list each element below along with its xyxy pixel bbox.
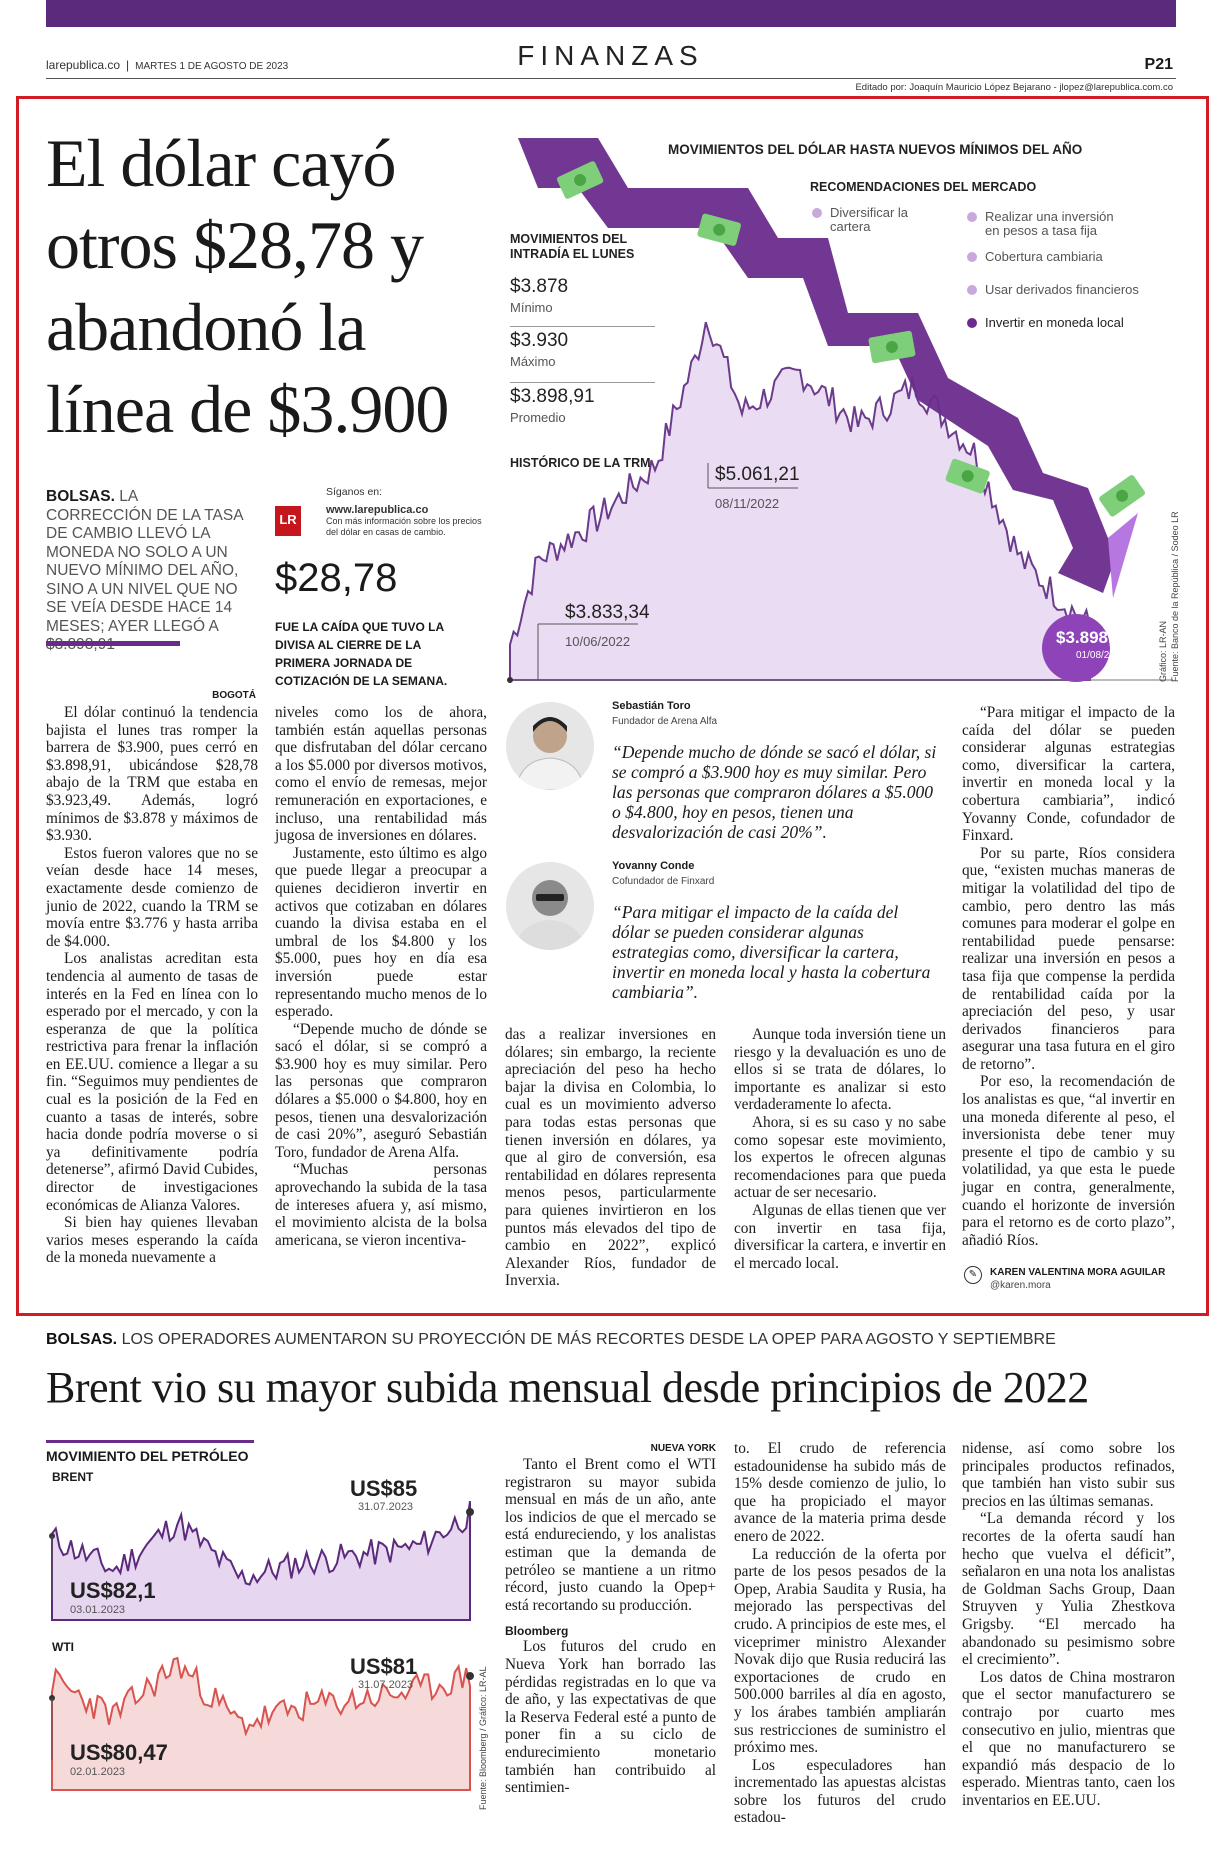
low-value: $3.833,34 bbox=[565, 602, 650, 623]
article2-column-2 bbox=[734, 1440, 946, 1827]
follow-link[interactable]: www.larepublica.co bbox=[326, 504, 429, 516]
paragraph: “Depende mucho de dónde se sacó el dólar, si se compró a $3.900 hoy es muy similar. Pero las personas que compraron dólares a $5.000 o $4.800, hoy en pesos, tienen una desvalorización de casi 20%”, aseguró Sebastián Toro, fundador de Arena Alfa. bbox=[275, 1020, 487, 1161]
paragraph: das a realizar inversiones en dólares; sin embargo, la reciente apreciación del peso ha hecho bajar la divisa en Colombia, lo cual es un movimiento adverso para todas estas personas que tienen inversión en dólares, ya que al giro de conversión, esa rentabilidad en dólares representa menos pesos, particularmente para quienes invirtieron en los puntos más elevados del tipo de cambio en 2022”, explicó Alexander Ríos, fundador de Inverxia. bbox=[505, 1026, 716, 1290]
masthead-left: larepublica.co | MARTES 1 DE AGOSTO DE 2023 bbox=[46, 58, 294, 72]
paragraph: Los especuladores han incrementado las apuestas alcistas sobre los futuros del crudo estadou- bbox=[734, 1756, 946, 1827]
paragraph: “Muchas personas aprovechando la subida de la tasa de intereses afuera y, así mismo, el movimiento alcista de la bolsa americana, se vieron incentiva- bbox=[275, 1161, 487, 1249]
follow-text: Con más información sobre los precios del dólar en casas de cambio. bbox=[326, 516, 482, 537]
chart-source: Fuente: Banco de la República / Sodeo LR bbox=[1170, 511, 1180, 682]
brent-label: BRENT bbox=[52, 1470, 94, 1484]
paragraph: “Para mitigar el impacto de la caída del dólar se pueden considerar algunas estrategias como, diversificar la cartera, invertir en moneda local y la cobertura cambiaria”, indicó Yovanny Conde, cofundador de Finxard. bbox=[962, 704, 1175, 845]
quote-name: Yovanny Conde bbox=[612, 860, 695, 872]
quote-name: Sebastián Toro bbox=[612, 700, 691, 712]
chart-top-bar bbox=[46, 1440, 254, 1443]
brent-end-price: US$85 bbox=[350, 1476, 418, 1501]
paragraph: Aunque toda inversión tiene un riesgo y la devaluación es uno de ellos si se trata de dólares, lo importante es analizar si esto verdaderamente lo afecta. bbox=[734, 1026, 946, 1114]
paragraph: Por eso, la recomendación de los analistas es que, “al invertir en una moneda diferente al peso, el inversionista debe tener muy presente el tipo de cambio y su volatilidad, ya que esta le puede jugar en contra, generalmente, cuando el horizonte de inversión para el retorno es de corto plazo”, añadió Ríos. bbox=[962, 1073, 1175, 1249]
article2-column-1 bbox=[505, 1456, 716, 1797]
article-column-2 bbox=[275, 704, 487, 1249]
intraday-max-value: $3.930 bbox=[510, 330, 569, 351]
intraday-max-label: Máximo bbox=[510, 354, 556, 369]
bullet-dot bbox=[967, 212, 977, 222]
wti-end-date: 31.07.2023 bbox=[358, 1679, 414, 1691]
rec-item bbox=[967, 316, 1157, 330]
rec-label: Diversificar la cartera bbox=[830, 205, 909, 234]
oil-chart-title: MOVIMIENTO DEL PETRÓLEO bbox=[46, 1448, 249, 1464]
money-bill-icon bbox=[1098, 474, 1146, 518]
paragraph: Justamente, esto último es algo que puede llegar a preocupar a quienes decidieron invertir en activos que cotizaban en dólares cuando la divisa estaba en el umbral de los $4.800 y los $5.000, pues hoy en día esa inversión puede estar representando mucho menos de lo esperado. bbox=[275, 844, 487, 1021]
quote-role: Cofundador de Finxard bbox=[612, 876, 715, 887]
paragraph: Estos fueron valores que no se veían desde hace 14 meses, exactamente desde comienzo de junio de 2022, cuando la TRM se movía entre $3.776 y hasta arriba de $4.000. bbox=[46, 844, 258, 950]
rec-item bbox=[967, 210, 1142, 238]
arrow-tip bbox=[1108, 513, 1138, 598]
wti-end-dot bbox=[466, 1672, 474, 1680]
big-number: $28,78 bbox=[275, 556, 398, 600]
issue-date: MARTES 1 DE AGOSTO DE 2023 bbox=[135, 61, 289, 72]
wti-label: WTI bbox=[52, 1640, 74, 1654]
bloomberg-logo: Bloomberg bbox=[505, 1624, 569, 1638]
intraday-avg-value: $3.898,91 bbox=[510, 386, 595, 407]
end-value: $3.898,48 bbox=[1056, 628, 1132, 647]
intraday-title: MOVIMIENTOS DEL INTRADÍA EL LUNES bbox=[510, 232, 635, 261]
chart-title: MOVIMIENTOS DEL DÓLAR HASTA NUEVOS MÍNIMOS DEL AÑO bbox=[668, 142, 1083, 157]
article-kicker bbox=[46, 488, 246, 655]
rec-item bbox=[967, 283, 1157, 297]
paragraph: to. El crudo de referencia estadounidense ha subido más de 15% desde comienzo de julio, lo que ha propiciado el mayor avance de la materia prima desde enero de 2022. bbox=[734, 1440, 946, 1545]
paragraph: Los futuros del crudo en Nueva York han borrado las pérdidas registradas en lo que va de año, y las expectativas de que la Reserva Federal esté a punto de poner fin a su ciclo de endurecimiento monetario también han contribuido al sentimien- bbox=[505, 1638, 716, 1797]
lr-logo-icon: LR bbox=[275, 506, 301, 536]
bullet-dot bbox=[812, 208, 822, 218]
follow-label: Síganos en: bbox=[326, 486, 383, 498]
brent-start-date: 03.01.2023 bbox=[70, 1604, 126, 1616]
paragraph: niveles como los de ahora, también están aquellas personas que disfrutaban del dólar cercano a los $5.000 por diversos motivos, como el envío de remesas, mejor remuneración en exportaciones, e incluso, una rentabilidad más jugosa de inversiones en dólares. bbox=[275, 704, 487, 845]
wti-start-price: US$80,47 bbox=[70, 1740, 168, 1765]
site-name: larepublica.co bbox=[46, 58, 121, 72]
article2-column-3 bbox=[962, 1440, 1175, 1809]
pull-quote: “Depende mucho de dónde se sacó el dólar, si se compró a $3.900 hoy es muy similar. Pero las personas que compraron dólares a $5.000 o $4.800, hoy en pesos, tienen una desvalorización de casi 20%”. bbox=[612, 742, 937, 842]
article-column-4 bbox=[734, 1026, 946, 1272]
kicker-label: BOLSAS. bbox=[46, 1331, 118, 1348]
rec-label: Cobertura cambiaria bbox=[985, 249, 1103, 264]
editor-credit: Editado por: Joaquín Mauricio López Bejarano - jlopez@larepublica.com.co bbox=[855, 82, 1173, 93]
kicker-label: BOLSAS. bbox=[46, 488, 115, 505]
article-column-1 bbox=[46, 704, 258, 1267]
paragraph: El dólar continuó la tendencia bajista el lunes tras romper la barrera de $3.900, pues cerró en $3.898,91, ubicándose $28,78 abajo de la TRM que estaba en $3.923,49. Además, logró mínimos de $3.878 y máximos de $3.930. bbox=[46, 704, 258, 845]
divider bbox=[510, 326, 655, 327]
avatar bbox=[506, 862, 594, 950]
article-column-5 bbox=[962, 704, 1175, 1249]
section-title: FINANZAS bbox=[517, 40, 704, 71]
rec-label: Usar derivados financieros bbox=[985, 282, 1139, 297]
paragraph: Algunas de ellas tienen que ver con invertir en tasa fija, diversificar la cartera, e invertir en el mercado local. bbox=[734, 1201, 946, 1272]
article2-headline: Brent vio su mayor subida mensual desde principios de 2022 bbox=[46, 1363, 1089, 1412]
rec-label: Invertir en moneda local bbox=[985, 315, 1124, 330]
intraday-min-value: $3.878 bbox=[510, 276, 569, 297]
peak-date: 08/11/2022 bbox=[715, 496, 780, 511]
paragraph: Ahora, si es su caso y no sabe como sopesar este movimiento, los expertos le ofrecen algunas recomendaciones para que pueda actuar de ser necesario. bbox=[734, 1113, 946, 1202]
rec-item bbox=[812, 206, 922, 234]
big-number-caption: FUE LA CAÍDA QUE TUVO LA DIVISA AL CIERRE DE LA PRIMERA JORNADA DE COTIZACIÓN DE LA SEMANA. bbox=[275, 620, 448, 688]
article2-kicker bbox=[46, 1331, 1056, 1349]
brent-end-dot bbox=[466, 1508, 474, 1516]
end-point-bubble bbox=[1042, 614, 1110, 682]
bullet-dot bbox=[967, 252, 977, 262]
paragraph: La reducción de la oferta por parte de los pesos pesados de la Opep, Arabia Saudita y Rusia, ha mejorado las perspectivas del crudo. A principios de este mes, el viceprimer ministro Alexander Novak dijo que Rusia reducirá las exportaciones de crudo en 500.000 barriles al día en agosto, y los árabes también ampliarán sus restricciones de suministro el próximo mes. bbox=[734, 1545, 946, 1757]
follow-box bbox=[326, 486, 486, 538]
paragraph: Los datos de China mostraron que el sector manufacturero se contrajo por cuarto mes consecutivo en julio, mientras que el que no manufacturero se expandió más despacio de lo esperado. Mientras tanto, caen los inventarios en EE.UU. bbox=[962, 1668, 1175, 1809]
pull-quote: “Para mitigar el impacto de la caída del dólar se pueden considerar algunas estrategias como, diversificar la cartera, invertir en moneda local y hasta la cobertura cambiaria”. bbox=[612, 902, 931, 1002]
rec-title: RECOMENDACIONES DEL MERCADO bbox=[810, 180, 1037, 194]
chart-credit: Gráfico: LR-AN bbox=[1158, 620, 1168, 682]
intraday-avg-label: Promedio bbox=[510, 410, 566, 425]
end-date: 01/08/2023 bbox=[1076, 650, 1127, 661]
kicker-text: LA CORRECCIÓN DE LA TASA DE CAMBIO LLEVÓ LA MONEDA NO SOLO A UN NUEVO MÍNIMO DEL AÑO, SINO A UN NIVEL QUE NO SE VEÍA DESDE HACE 14 MESES; AYER LLEGÓ A bbox=[46, 488, 243, 635]
top-color-bar bbox=[46, 0, 1176, 27]
wti-end-price: US$81 bbox=[350, 1654, 418, 1679]
byline-name: KAREN VALENTINA MORA AGUILAR bbox=[990, 1267, 1166, 1278]
paragraph: Por su parte, Ríos considera que, “existen muchas maneras de mitigar la volatilidad del tipo de cambio, pero dentro las más comunes para moderar el golpe en rentabilidad puede pensarse: realizar una inversión en pesos a tasa fija que compense la perdida de rentabilidad caída por la apreciación del peso, y usar derivados financieros para asegurar una tasa futura en el giro de retorno”. bbox=[962, 844, 1175, 1073]
avatar bbox=[506, 702, 594, 790]
quote-role: Fundador de Arena Alfa bbox=[612, 716, 718, 727]
dateline-city: BOGOTÁ bbox=[212, 690, 256, 701]
oil-chart-credit: Fuente: Bloomberg / Gráfico: LR-AL bbox=[478, 1666, 488, 1810]
kicker-bar bbox=[46, 641, 180, 646]
paragraph: nidense, así como sobre los principales productos refinados, que también han visto subir sus precios en las últimas semanas. bbox=[962, 1440, 1175, 1510]
kicker-text: LOS OPERADORES AUMENTARON SU PROYECCIÓN DE MÁS RECORTES DESDE LA OPEP PARA AGOSTO Y SEPTIEMBRE bbox=[121, 1331, 1056, 1348]
low-date: 10/06/2022 bbox=[565, 634, 631, 649]
intraday-min-label: Mínimo bbox=[510, 300, 553, 315]
peak-value: $5.061,21 bbox=[715, 464, 800, 485]
rec-item bbox=[967, 250, 1142, 264]
dateline-city: NUEVA YORK bbox=[650, 1443, 716, 1454]
article-column-3 bbox=[505, 1026, 716, 1290]
paragraph: Si bien hay quienes llevaban varios meses esperando la caída de la moneda nuevamente a bbox=[46, 1214, 258, 1267]
bullet-dot bbox=[967, 285, 977, 295]
paragraph: Tanto el Brent como el WTI registraron su mayor subida mensual en más de un año, ante los indicios de que el mercado se está endureciendo, y los analistas estiman que la demanda de petróleo se mantiene a un ritmo récord, justo cuando la Opep+ está recortando su producción. bbox=[505, 1456, 716, 1614]
paragraph: “La demanda récord y los recortes de la oferta saudí han hecho que vuelva el déficit”, señalaron en una nota los analistas de Goldman Sachs Group, Daan Struyven y Yulia Zhestkova Grigsby. “El mercado ha abandonado su pesimismo sobre el crecimiento”. bbox=[962, 1510, 1175, 1669]
brent-start-price: US$82,1 bbox=[70, 1578, 156, 1603]
wti-start-date: 02.01.2023 bbox=[70, 1766, 126, 1778]
header-rule bbox=[46, 78, 1176, 79]
chart-start-dot bbox=[507, 677, 513, 683]
trm-area bbox=[510, 322, 1090, 680]
page-number: P21 bbox=[1144, 56, 1173, 73]
paragraph: Los analistas acreditan esta tendencia al aumento de tasas de interés en la Fed en línea con lo esperado por el mercado, y con la esperanza de que la política restrictiva para frenar la inflación en EE.UU. comience a llegar a su fin. “Seguimos muy pendientes de cual es la posición de la Fed en cuanto a tasas de interés, sobre hacia donde podría moverse o si ya definitivamente podría detenerse”, afirmó David Cubides, director de investigaciones económicas de Alianza Valores. bbox=[46, 950, 258, 1214]
rec-label: Realizar una inversión en pesos a tasa fija bbox=[985, 209, 1114, 238]
bullet-dot bbox=[967, 318, 977, 328]
author-pen-icon: ✎ bbox=[964, 1266, 982, 1284]
divider bbox=[510, 382, 655, 383]
byline-handle: @karen.mora bbox=[990, 1280, 1051, 1291]
hist-title: HISTÓRICO DE LA TRM bbox=[510, 456, 651, 470]
article-headline: El dólar cayó otros $28,78 y abandonó la línea de $3.900 bbox=[46, 125, 449, 447]
brent-end-date: 31.07.2023 bbox=[358, 1501, 414, 1513]
